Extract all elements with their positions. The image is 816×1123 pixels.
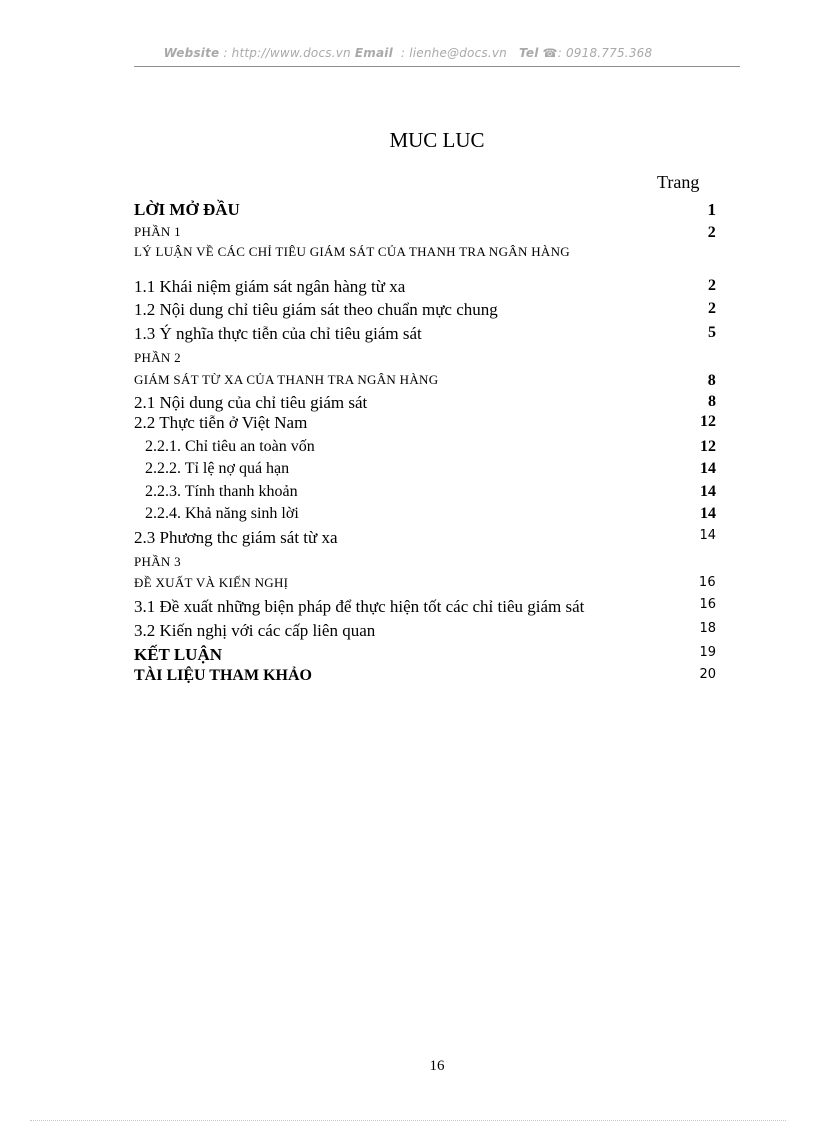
toc-entry-page: 2	[708, 300, 716, 317]
toc-entry-page: 14	[699, 528, 716, 543]
toc-entry-page: 18	[699, 621, 716, 636]
toc-entry-label: PHẦN 2	[134, 350, 181, 365]
page-edge-divider	[30, 1120, 786, 1121]
toc-entry-page: 5	[708, 324, 716, 341]
toc-entry-label: TÀI LIỆU THAM KHẢO	[134, 667, 312, 684]
page-header: Website : http://www.docs.vn Email : lienhe@docs.vn Tel ☎: 0918.775.368	[163, 46, 653, 60]
toc-entry-page: 12	[700, 438, 716, 455]
toc-entry-label: ĐỀ XUẤT VÀ KIẾN NGHỊ	[134, 575, 289, 590]
page-column-header: Trang	[657, 172, 700, 192]
toc-entry-label: PHẦN 1	[134, 224, 181, 239]
toc-entry-label: GIÁM SÁT TỪ XA CỦA THANH TRA NGÂN HÀNG	[134, 372, 439, 387]
toc-entry-page: 14	[700, 483, 716, 500]
toc-entry-label: 2.2.2. Tỉ lệ nợ quá hạn	[145, 460, 290, 477]
toc-entry-label: 1.3 Ý nghĩa thực tiễn của chỉ tiêu giám sát	[134, 324, 422, 343]
toc-entry-label: 2.2.3. Tính thanh khoản	[145, 483, 298, 500]
toc-entry-page: 2	[708, 277, 716, 294]
page-number: 16	[429, 1058, 445, 1074]
toc-entry-label: KẾT LUẬN	[134, 645, 223, 664]
toc-entry-page: 20	[699, 667, 716, 682]
toc-entry-label: LỜI MỞ ĐẦU	[134, 200, 240, 219]
toc-entry-label: 2.2.1. Chỉ tiêu an toàn vốn	[145, 438, 315, 455]
toc-entry-page: 14	[700, 505, 716, 522]
toc-entry-label: 3.2 Kiến nghị với các cấp liên quan	[134, 621, 376, 640]
toc-entry-label: PHẦN 3	[134, 554, 181, 569]
email-label: Email	[354, 46, 393, 60]
toc-entry-label: 1.1 Khái niệm giám sát ngân hàng từ xa	[134, 277, 406, 296]
toc-entry-page: 19	[699, 645, 716, 660]
header-divider	[134, 66, 740, 67]
toc-entry-label: 2.2.4. Khả năng sinh lời	[145, 505, 299, 522]
toc-entry-label: 1.2 Nội dung chỉ tiêu giám sát theo chuẩn mực chung	[134, 300, 498, 319]
toc-entry-page: 1	[707, 200, 716, 219]
toc-entry-page: 16	[698, 575, 716, 590]
toc-entry-label: 2.2 Thực tiễn ở Việt Nam	[134, 413, 308, 432]
phone-icon: ☎	[542, 46, 558, 60]
email-value: lienhe@docs.vn	[409, 46, 507, 60]
page-title: MUC LUC	[389, 128, 485, 152]
toc-entry-label: 2.1 Nội dung của chỉ tiêu giám sát	[134, 393, 368, 412]
toc-entry-page: 8	[708, 393, 716, 410]
toc-entry-page: 8	[707, 372, 716, 389]
toc-entry-page: 2	[707, 224, 716, 241]
toc-entry-page: 16	[699, 597, 716, 612]
website-value: http://www.docs.vn	[231, 46, 351, 60]
toc-entry-page: 14	[700, 460, 716, 477]
toc-entry-label: 3.1 Đề xuất những biện pháp để thực hiện tốt các chỉ tiêu giám sát	[134, 597, 585, 616]
tel-value: 0918.775.368	[565, 46, 653, 60]
tel-label: Tel	[519, 46, 539, 60]
toc-entry-label: LÝ LUẬN VỀ CÁC CHỈ TIÊU GIÁM SÁT CỦA THANH TRA NGÂN HÀNG	[134, 244, 570, 259]
toc-entry-label: 2.3 Phương thc giám sát từ xa	[134, 528, 338, 547]
website-label: Website	[163, 46, 220, 60]
toc-entry-page: 12	[700, 413, 716, 430]
